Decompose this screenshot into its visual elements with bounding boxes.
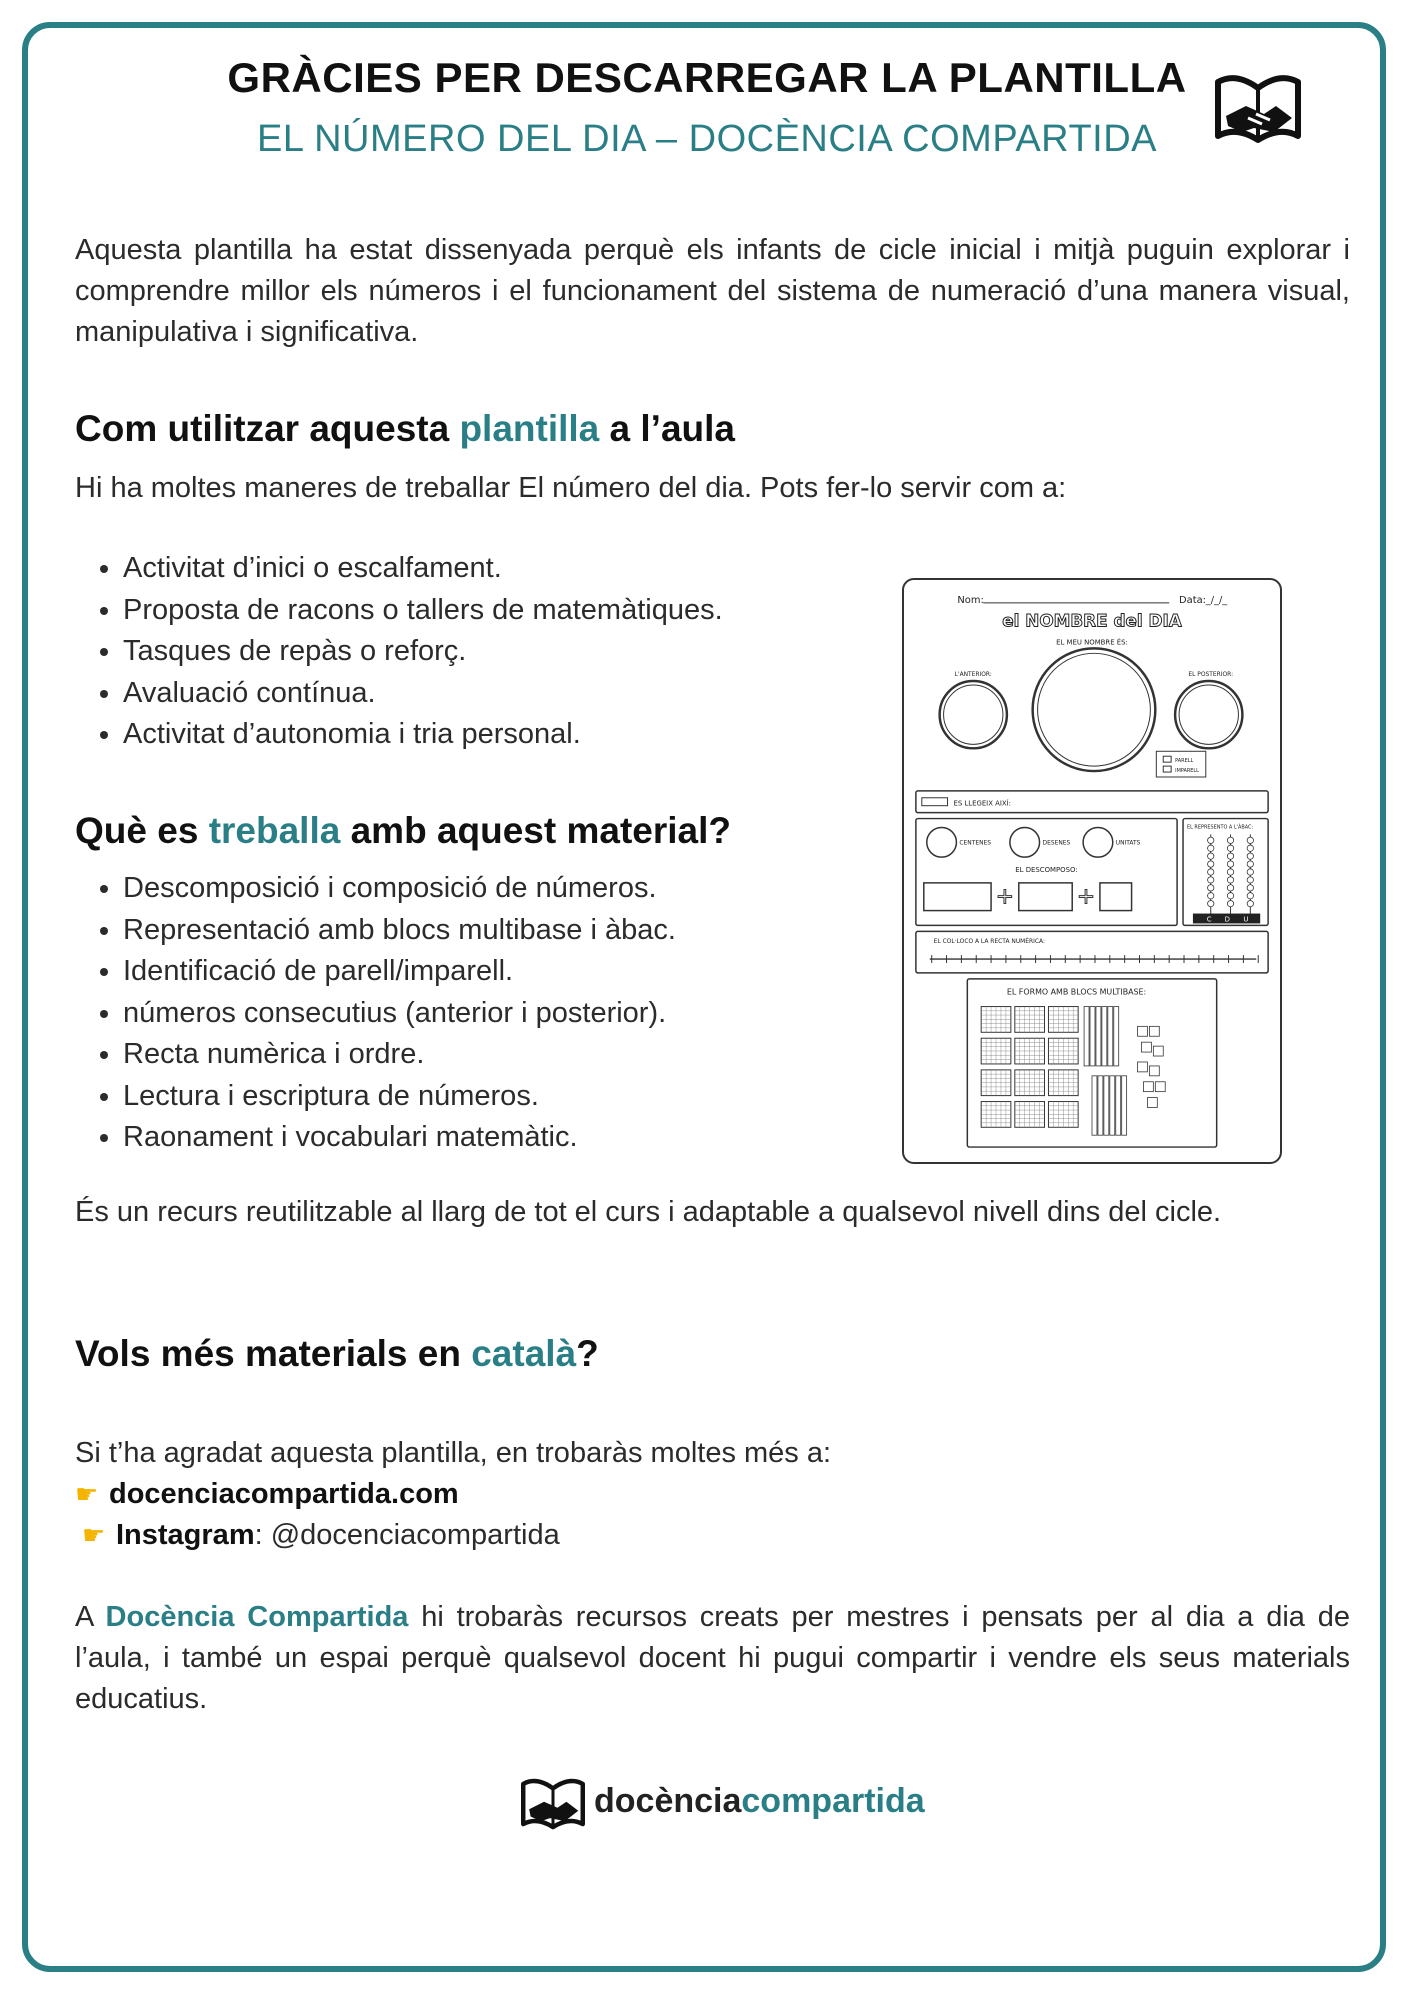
list-item: • Proposta de racons o tallers de matemàtiques. [123,590,723,632]
pointing-hand-icon: ☛ [82,1520,106,1550]
instagram-line[interactable] [82,1515,560,1556]
list-item: • Raonament i vocabulari matemàtic. [123,1117,676,1159]
list-item: • números consecutius (anterior i posterior). [123,993,676,1035]
skills-list [75,868,676,1159]
list-item: • Recta numèrica i ordre. [123,1034,676,1076]
instagram-label: Instagram [116,1519,255,1551]
section1-lead: Hi ha moltes maneres de treballar El número del dia. Pots fer-lo servir com a: [75,472,1067,504]
usage-list [75,548,723,756]
worksheet-nom: Nom: [957,594,984,606]
page-title: GRÀCIES PER DESCARREGAR LA PLANTILLA [227,54,1187,101]
list-item: • Activitat d’autonomia i tria personal. [123,714,723,756]
worksheet-meu-nombre: EL MEU NOMBRE ÉS: [1056,638,1128,647]
intro-paragraph: Aquesta plantilla ha estat dissenyada perquè els infants de cicle inicial i mitjà puguin explorar i comprendre millor els números i el funcionament del sistema de numeració d’una manera visual, manipulativa i significativa. [75,234,1350,348]
worksheet-es-llegeix: ES LLEGEIX AIXÍ: [953,799,1012,808]
section3-lead: Si t’ha agradat aquesta plantilla, en trobaràs moltes més a: [75,1437,832,1469]
worksheet-anterior: L'ANTERIOR: [954,671,992,679]
reusable-paragraph: És un recurs reutilitzable al llarg de tot el curs i adaptable a qualsevol nivell dins del cicle. [75,1196,1222,1228]
list-item: • Representació amb blocs multibase i àbac. [123,910,676,952]
pointing-hand-icon: ☛ [75,1479,99,1509]
book-handshake-icon [518,1772,588,1836]
book-handshake-icon [1212,66,1304,152]
worksheet-parell: PARELL [1175,758,1194,765]
worksheet-abac-c: C [1206,915,1212,924]
instagram-handle[interactable]: : @docenciacompartida [254,1519,560,1551]
worksheet-abac: EL REPRESENTO A L'ÀBAC: [1186,824,1254,831]
website-link[interactable]: docenciacompartida.com [109,1478,459,1510]
website-line[interactable] [75,1474,459,1515]
list-item: • Avaluació contínua. [123,673,723,715]
page-subtitle: EL NÚMERO DEL DIA – DOCÈNCIA COMPARTIDA [256,118,1157,160]
closing-brand: Docència Compartida [105,1601,409,1633]
worksheet-posterior: EL POSTERIOR: [1188,671,1234,679]
worksheet-descomposo: EL DESCOMPOSO: [1015,865,1078,874]
section2-heading: Què es treballa amb aquest material? [75,810,731,851]
worksheet-blocs: EL FORMO AMB BLOCS MULTIBASE: [1006,987,1147,997]
worksheet-data: Data: [1179,594,1206,606]
list-item: • Descomposició i composició de números. [123,868,676,910]
worksheet-abac-d: D [1224,915,1230,924]
list-item: • Lectura i escriptura de números. [123,1076,676,1118]
svg-text:+: + [1076,884,1096,910]
svg-text:+: + [995,884,1015,910]
worksheet-centenes: CENTENES [959,839,992,847]
list-item: • Activitat d’inici o escalfament. [123,548,723,590]
section3-heading: Vols més materials en català? [75,1333,599,1374]
closing-paragraph: A Docència Compartida hi trobaràs recursos creats per mestres i pensats per al dia a dia de l’aula, i també un espai perquè qualsevol docent hi pugui compartir i vendre els seus materials educatius. [75,1601,1350,1715]
list-item: • Tasques de repàs o reforç. [123,631,723,673]
svg-text:_/_/_: _/_/_ [1205,594,1228,606]
logo-text-part2: compartida [741,1782,925,1820]
worksheet-desenes: DESENES [1042,839,1071,847]
worksheet-abac-u: U [1243,915,1249,924]
list-item: • Identificació de parell/imparell. [123,951,676,993]
worksheet-title: el NOMBRE del DIA [1002,610,1182,631]
logo-text-part1: docència [594,1782,742,1820]
worksheet-recta: EL COL·LOCO A LA RECTA NUMÈRICA: [933,938,1045,946]
worksheet-imparell: IMPARELL [1175,768,1199,775]
brand-logo [518,1770,925,1840]
worksheet-unitats: UNITATS [1115,839,1141,847]
section1-heading: Com utilitzar aquesta plantilla a l’aula [75,408,735,449]
worksheet-preview [902,578,1282,1164]
